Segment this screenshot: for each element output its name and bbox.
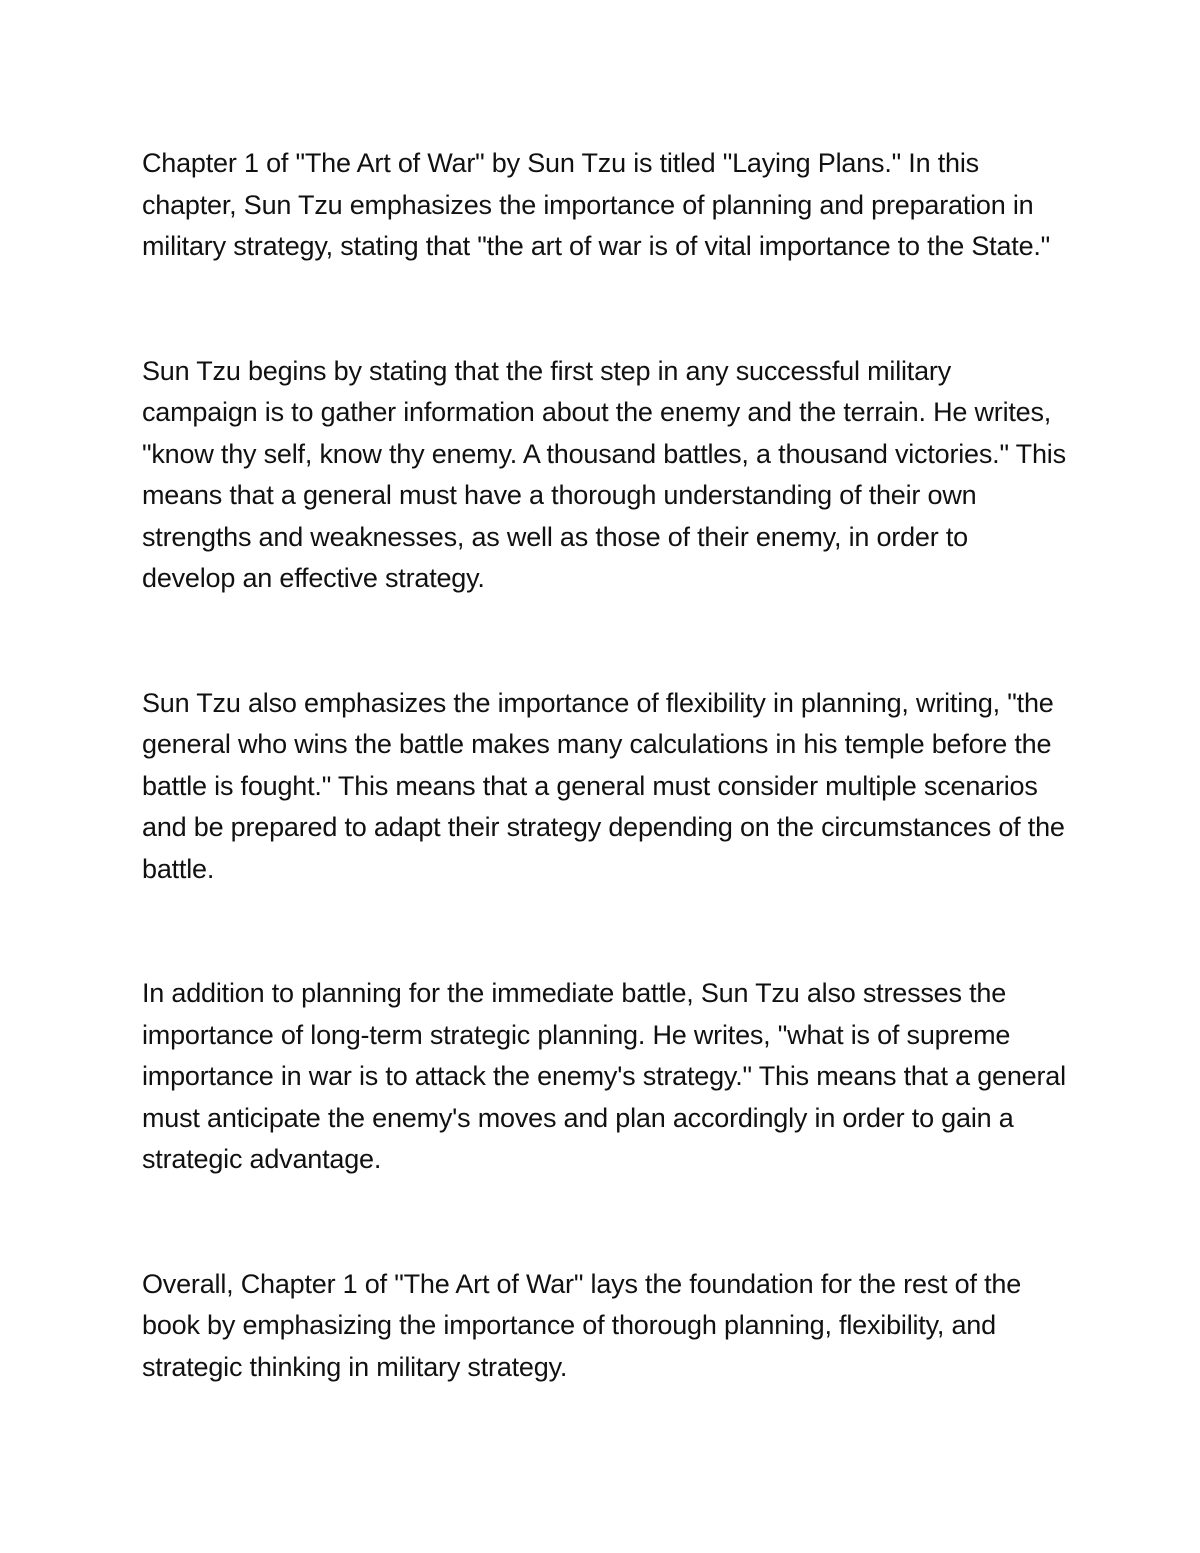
paragraph-conclusion: Overall, Chapter 1 of "The Art of War" lays the foundation for the rest of the book by emphasizing the importance of thorough planning, flexibility, and strategic thinking in military strategy.	[142, 1268, 1022, 1382]
paragraph-long-term-planning: In addition to planning for the immediate battle, Sun Tzu also stresses the importance of long-term strategic planning. He writes, "what is of supreme importance in war is to attack the enemy's strategy." This means that a general must anticipate the enemy's moves and plan accordingly in order to gain a strategic advantage.	[142, 978, 1066, 1174]
paragraph-flexibility: Sun Tzu also emphasizes the importance of flexibility in planning, writing, "the general who wins the battle makes many calculations in his temple before the battle is fought." This means that a general must consider multiple scenarios and be prepared to adapt their strategy depending on the circumstances of the battle.	[142, 687, 1065, 884]
paragraph-intro: Chapter 1 of "The Art of War" by Sun Tzu is titled "Laying Plans." In this chapter, Sun Tzu emphasizes the importance of planning and preparation in military strategy, stating that "the art of war is of vital importance to the State."	[142, 148, 1051, 261]
paragraph-information: Sun Tzu begins by stating that the first step in any successful military campaign is to gather information about the enemy and the terrain. He writes, "know thy self, know thy enemy. A thousand battles, a thousand victories." This means that a general must have a thorough understanding of their own strengths and weaknesses, as well as those of their enemy, in order to develop an effective strategy.	[142, 355, 1066, 593]
document-body	[142, 143, 1067, 1471]
